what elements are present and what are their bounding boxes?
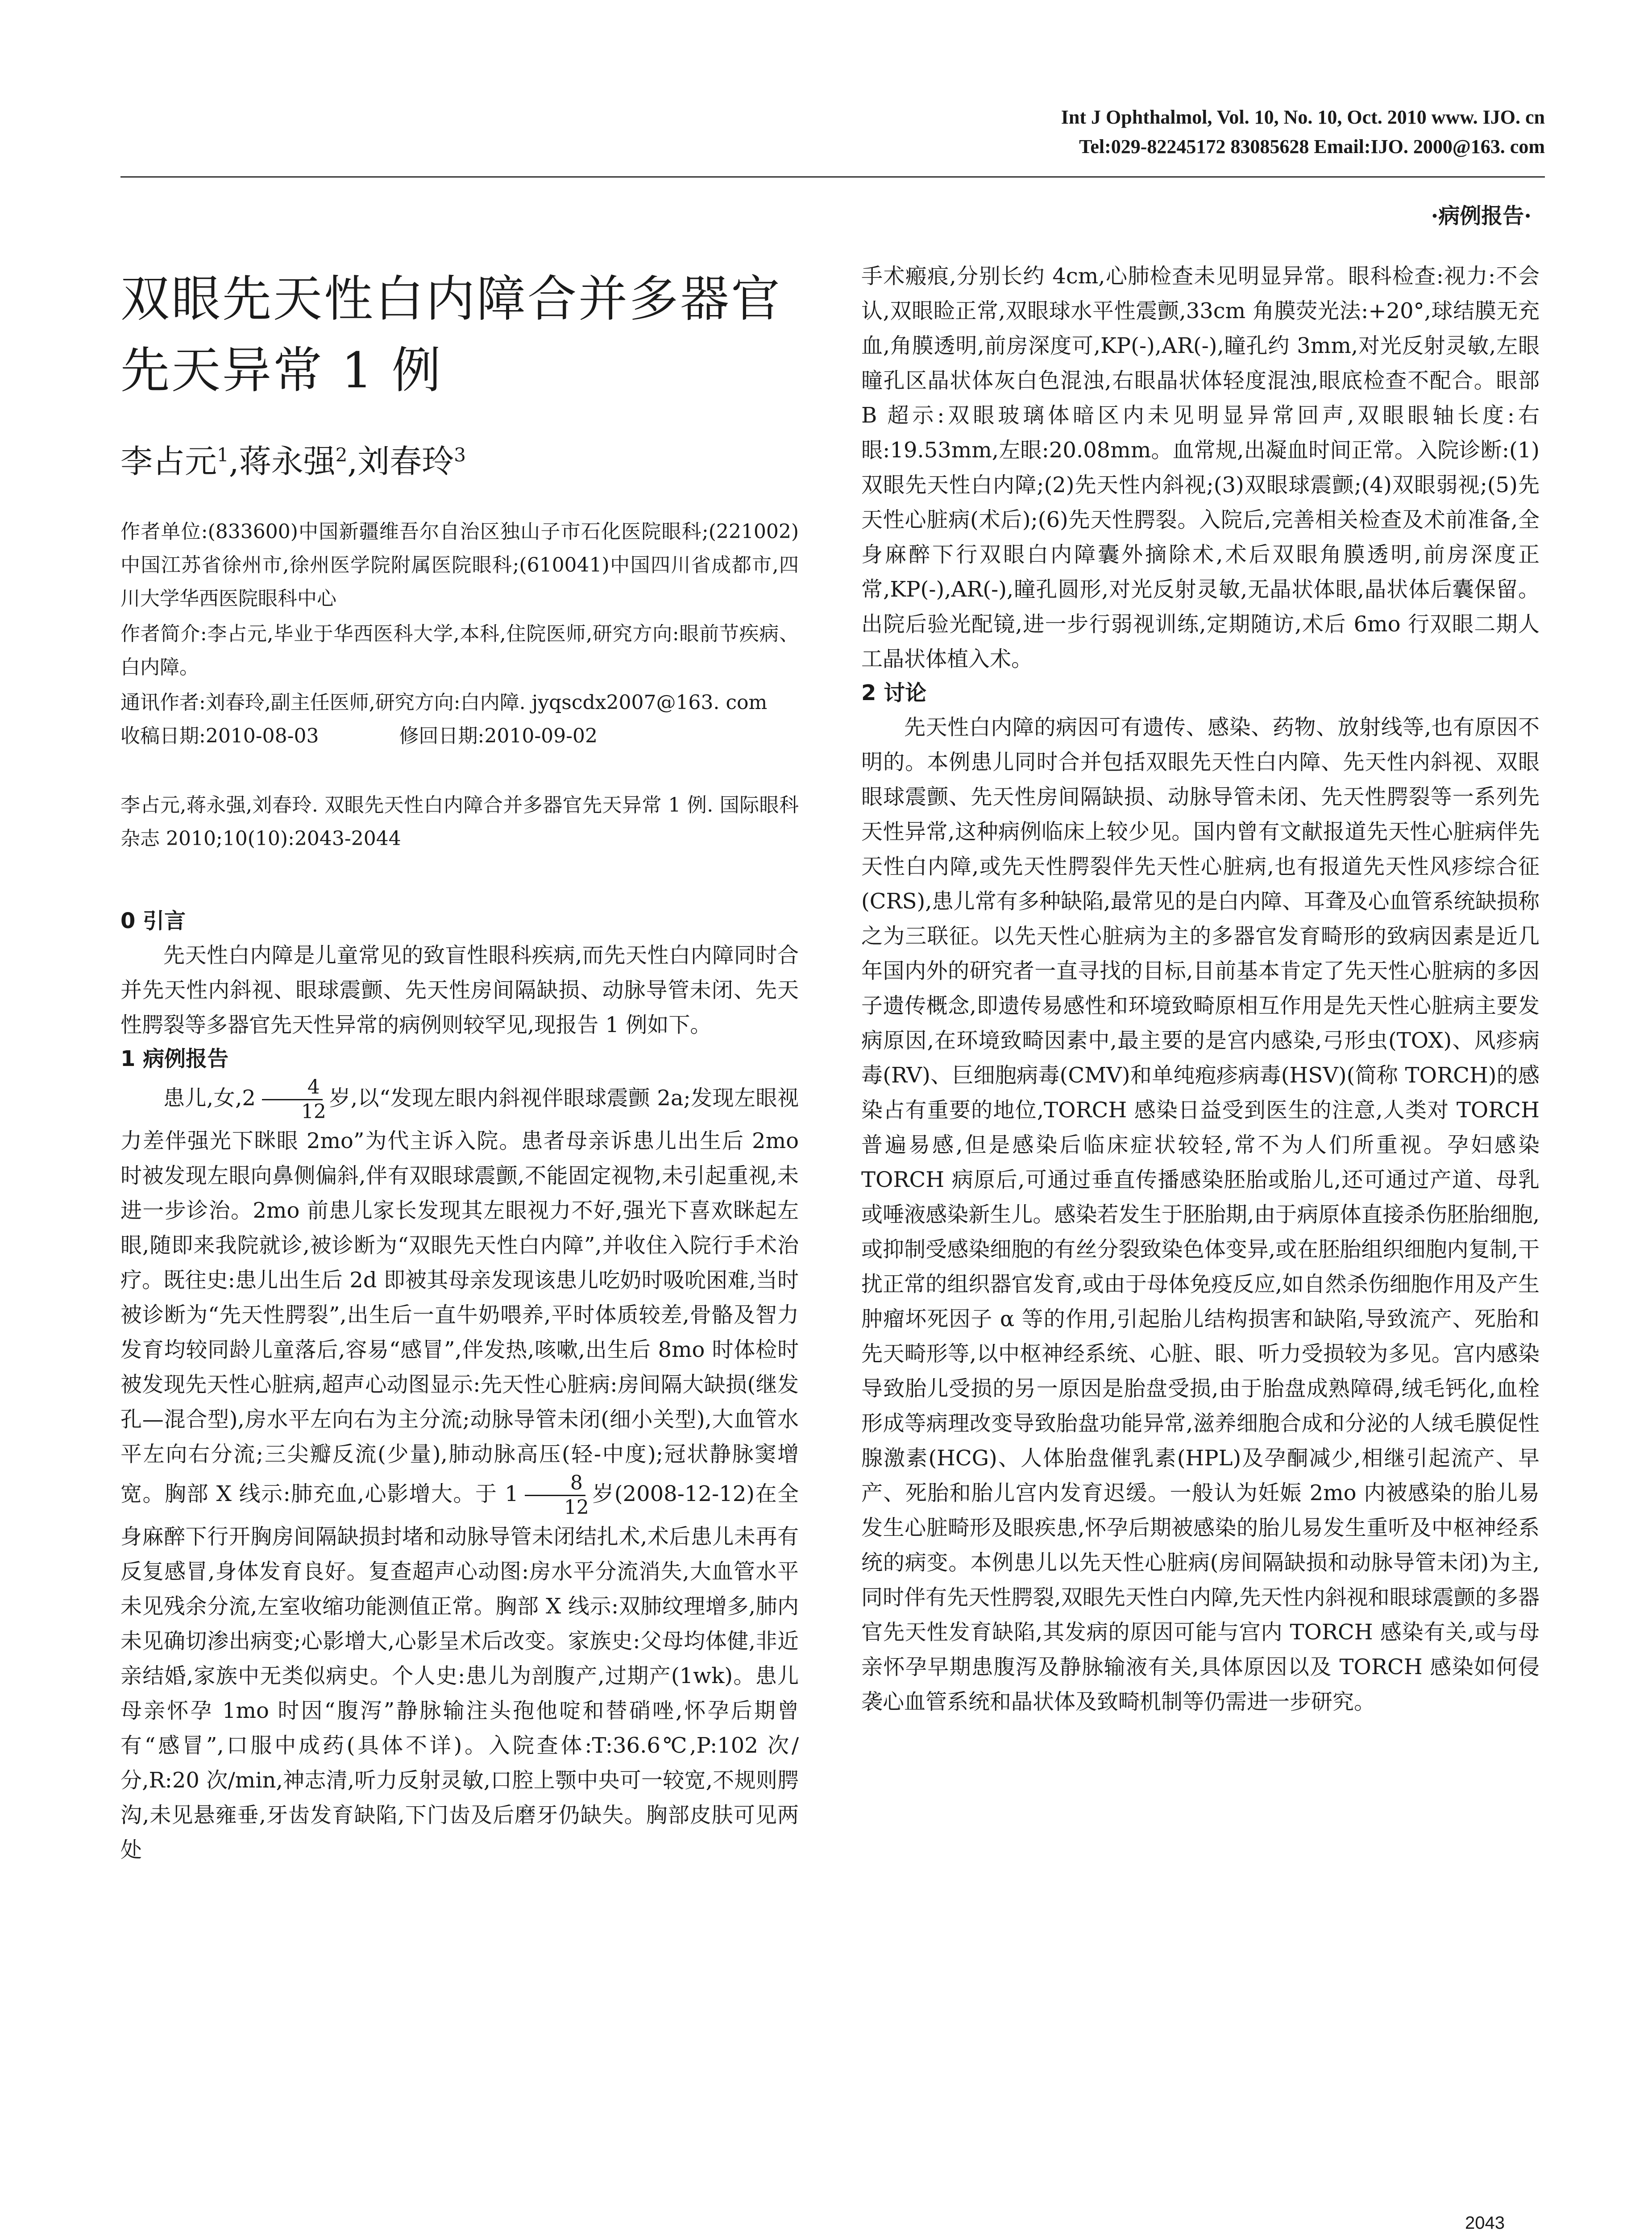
header-rule [120,176,1545,178]
age-fraction [258,1076,326,1124]
case-paragraph-continued: 手术瘢痕,分别长约 4cm,心肺检查未见明显异常。眼科检查:视力:不会认,双眼睑正常,双眼球水平性震颤,33cm 角膜荧光法:+20°,球结膜无充血,角膜透明,前房深度可,KP(-),AR(-),瞳孔约 3mm,对光反射灵敏,左眼瞳孔区晶状体灰白色混浊,右眼晶状体轻度混浊,眼底检查不配合。眼部 B 超示:双眼玻璃体暗区内未见明显异常回声,双眼眼轴长度:右眼:19.53mm,左眼:20.08mm。血常规,出凝血时间正常。入院诊断:(1)双眼先天性白内障;(2)先天性内斜视;(3)双眼球震颤;(4)双眼弱视;(5)先天性心脏病(术后);(6)先天性腭裂。入院后,完善相关检查及术前准备,全身麻醉下行双眼白内障囊外摘除术,术后双眼角膜透明,前房深度正常,KP(-),AR(-),瞳孔圆形,对光反射灵敏,无晶状体眼,晶状体后囊保留。出院后验光配镜,进一步行弱视训练,定期随访,术后 6mo 行双眼二期人工晶状体植入术。 [861,264,1540,672]
journal-header [1061,103,1545,162]
age-fraction [521,1472,589,1519]
citation: 李占元,蒋永强,刘春玲. 双眼先天性白内障合并多器官先天异常 1 例. 国际眼科杂志 2010;10(10):2043-2044 [120,794,799,850]
intro-paragraph: 先天性白内障是儿童常见的致盲性眼科疾病,而先天性白内障同时合并先天性内斜视、眼球震颤、先天性房间隔缺损、动脉导管未闭、先天性腭裂等多器官先天性异常的病例则较罕见,现报告 1 例如下。 [120,943,799,1037]
fraction-numerator: 8 [525,1472,585,1496]
author-bio: 作者简介:李占元,毕业于华西医科大学,本科,住院医师,研究方向:眼前节疾病、白内障。 [120,622,799,679]
received-date: 收稿日期:2010-08-03 [120,725,319,747]
right-column [861,259,1540,1719]
journal-header-line1: Int J Ophthalmol, Vol. 10, No. 10, Oct. 2010 www. IJO. cn [1061,106,1545,128]
page-number: 2043 [1465,2213,1505,2231]
fraction-denominator: 12 [564,1496,589,1519]
author-name: 蒋永强 [239,443,336,480]
article-meta [120,515,799,719]
author-name: 刘春玲 [357,443,454,480]
section-heading-case: 1 病例报告 [120,1046,229,1071]
section-tag: ·病例报告· [1431,203,1532,228]
section-heading-intro: 0 引言 [120,908,186,933]
left-column [120,263,799,1867]
affiliation: 作者单位:(833600)中国新疆维吾尔自治区独山子市石化医院眼科;(221002)中国江苏省徐州市,徐州医学院附属医院眼科;(610041)中国四川省成都市,四川大学华西医院眼科中心 [120,520,799,610]
discussion-paragraph: 先天性白内障的病因可有遗传、感染、药物、放射线等,也有原因不明的。本例患儿同时合并包括双眼先天性白内障、先天性内斜视、双眼眼球震颤、先天性房间隔缺损、动脉导管未闭、先天性腭裂等一系列先天性异常,这种病例临床上较少见。国内曾有文献报道先天性心脏病伴先天性白内障,或先天性腭裂伴先天性心脏病,也有报道先天性风疹综合征(CRS),患儿常有多种缺陷,最常见的是白内障、耳聋及心血管系统缺损称之为三联征。以先天性心脏病为主的多器官发育畸形的致病因素是近几年国内外的研究者一直寻找的目标,目前基本肯定了先天性心脏病的多因子遗传概念,即遗传易感性和环境致畸原相互作用是先天性心脏病主要发病原因,在环境致畸因素中,最主要的是宫内感染,弓形虫(TOX)、风疹病毒(RV)、巨细胞病毒(CMV)和单纯疱疹病毒(HSV)(简称 TORCH)的感染占有重要的地位,TORCH 感染日益受到医生的注意,人类对 TORCH 普遍易感,但是感染后临床症状较轻,常不为人们所重视。孕妇感染 TORCH 病原后,可通过垂直传播感染胚胎或胎儿,还可通过产道、母乳或唾液感染新生儿。感染若发生于胚胎期,由于病原体直接杀伤胚胎细胞,或抑制受感染细胞的有丝分裂致染色体变异,或在胚胎组织细胞内复制,干扰正常的组织器官发育,或由于母体免疫反应,如自然杀伤细胞作用及产生肿瘤坏死因子 α 等的作用,引起胎儿结构损害和缺陷,导致流产、死胎和先天畸形等,以中枢神经系统、心脏、眼、听力受损较为多见。宫内感染导致胎儿受损的另一原因是胎盘受损,由于胎盘成熟障碍,绒毛钙化,血栓形成等病理改变导致胎盘功能异常,滋养细胞合成和分泌的人绒毛膜促性腺激素(HCG)、人体胎盘催乳素(HPL)及孕酮减少,相继引起流产、早产、死胎和胎儿宫内发育迟缓。一般认为妊娠 2mo 内被感染的胎儿易发生心脏畸形及眼疾患,怀孕后期被感染的胎儿易发生重听及中枢神经系统的病变。本例患儿以先天性心脏病(房间隔缺损和动脉导管未闭)为主,同时伴有先天性腭裂,双眼先天性白内障,先天性内斜视和眼球震颤的多器官先天性发育缺陷,其发病的原因可能与宫内 TORCH 感染有关,或与母亲怀孕早期患腹泻及静脉输液有关,具体原因以及 TORCH 感染如何侵袭心血管系统和晶状体及致畸机制等仍需进一步研究。 [861,715,1540,1714]
fraction-numerator: 4 [262,1076,323,1100]
journal-header-line2: Tel:029-82245172 83085628 Email:IJO. 2000@163. com [1079,136,1545,158]
case-text-part3: 岁(2008-12-12)在全身麻醉下行开胸房间隔缺损封堵和动脉导管未闭结扎术,术后患儿未再有反复感冒,身体发育良好。复查超声心动图:房水平分流消失,大血管水平未见残余分流,左室收缩功能测值正常。胸部 X 线示:双肺纹理增多,肺内未见确切渗出病变;心影增大,心影呈术后改变。家族史:父母均体健,非近亲结婚,家族中无类似病史。个人史:患儿为剖腹产,过期产(1wk)。患儿母亲怀孕 1mo 时因“腹泻”静脉输注头孢他啶和替硝唑,怀孕后期曾有“感冒”,口服中成药(具体不详)。入院查体:T:36.6℃,P:102 次/分,R:20 次/min,神志清,听力反射灵敏,口腔上颚中央可一较宽,不规则腭沟,未见悬雍垂,牙齿发育缺陷,下门齿及后磨牙仍缺失。胸部皮肤可见两处 [120,1481,799,1862]
author-affil-mark: 1 [217,444,229,466]
author-affil-mark: 2 [335,444,348,466]
case-text-part1: 患儿,女,2 [163,1086,256,1111]
author-list: 李占元$^1$,蒋永强$^2$,刘春玲$^3$ [120,443,466,480]
corresponding-author: 通讯作者:刘春玲,副主任医师,研究方向:白内障. jyqscdx2007@163. com [120,691,768,714]
revised-date: 修回日期:2010-09-02 [399,725,598,747]
section-heading-discussion: 2 讨论 [861,680,927,705]
fraction-denominator: 12 [301,1100,326,1123]
author-name: 李占元 [120,443,217,480]
case-text-part2: 岁,以“发现左眼内斜视伴眼球震颤 2a;发现左眼视力差伴强光下眯眼 2mo”为代主诉入院。患者母亲诉患儿出生后 2mo 时被发现左眼向鼻侧偏斜,伴有双眼球震颤,不能固定视物,未引起重视,未进一步诊治。2mo 前患儿家长发现其左眼视力不好,强光下喜欢眯起左眼,随即来我院就诊,被诊断为“双眼先天性白内障”,并收住入院行手术治疗。既往史:患儿出生后 2d 即被其母亲发现该患儿吃奶时吸吮困难,当时被诊断为“先天性腭裂”,出生后一直牛奶喂养,平时体质较差,骨骼及智力发育均较同龄儿童落后,容易“感冒”,伴发热,咳嗽,出生后 8mo 时体检时被发现先天性心脏病,超声心动图显示:先天性心脏病:房间隔大缺损(继发孔—混合型),房水平左向右为主分流;动脉导管未闭(细小关型),大血管水平左向右分流;三尖瓣反流(少量),肺动脉高压(轻-中度);冠状静脉窦增宽。胸部 X 线示:肺充血,心影增大。于 1 [120,1086,799,1506]
article-title: 双眼先天性白内障合并多器官先天异常 1 例 [120,270,782,399]
article-dates [120,719,799,753]
author-affil-mark: 3 [454,444,466,466]
case-paragraph [120,1076,799,1867]
